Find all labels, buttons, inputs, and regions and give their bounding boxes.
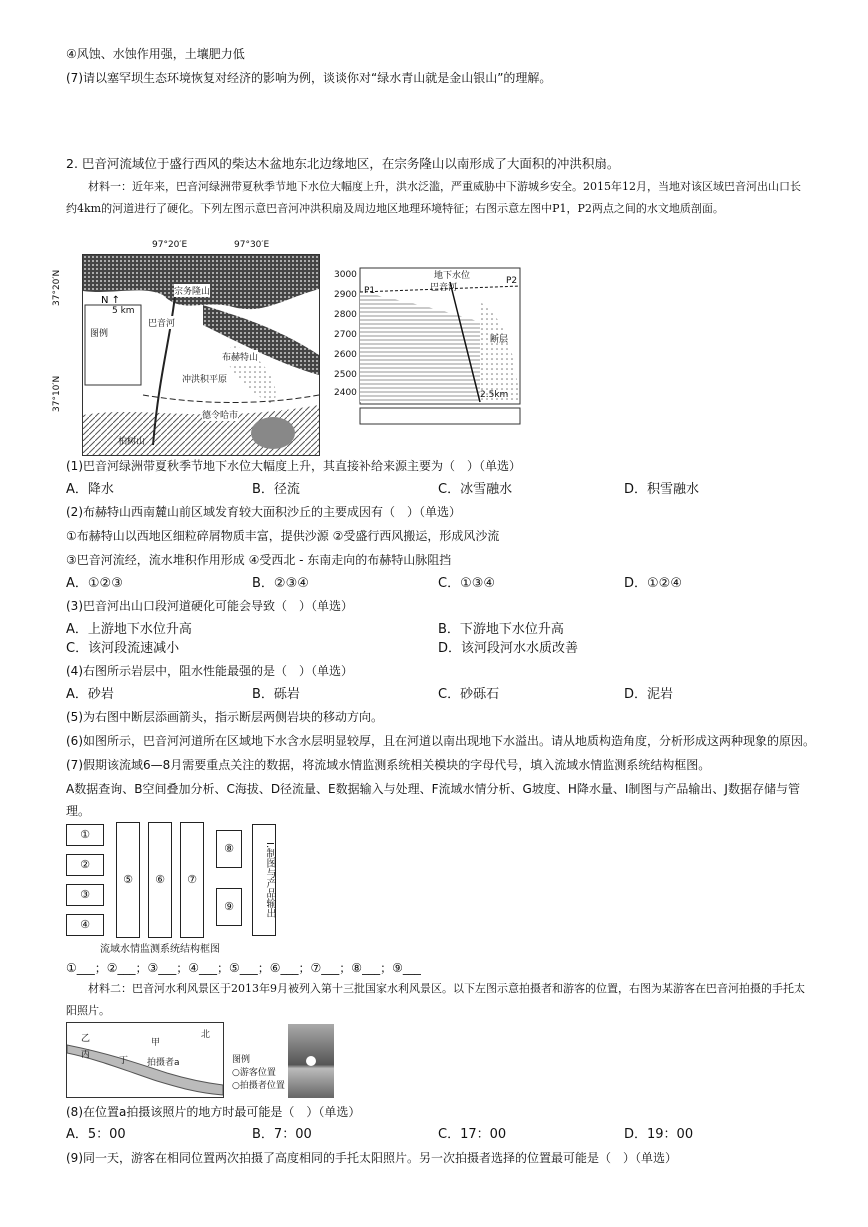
map2-legend [232,1052,290,1091]
q7-modules-2: 理。 [66,804,91,818]
q8-option-c[interactable]: C．17：00 [438,1127,507,1142]
q3-option-b[interactable]: B．下游地下水位升高 [438,622,564,637]
q2-statements-1: ①布赫特山以西地区细粒碎屑物质丰富，提供沙源 ②受盛行西风搬运，形成风沙流 [66,529,500,543]
previous-question-7: (7)请以塞罕坝生态环境恢复对经济的影响为例，谈谈你对“绿水青山就是金山银山”的理解。 [66,71,552,85]
previous-item-4: ④风蚀、水蚀作用强，土壤肥力低 [66,47,245,61]
q1-option-c[interactable]: C．冰雪融水 [438,482,513,497]
sunset-photo [288,1024,334,1098]
q2-statements-2: ③巴音河流经，流水堆积作用形成 ④受西北 - 东南走向的布赫特山脉阻挡 [66,553,452,567]
q2-text: (2)布赫特山西南麓山前区域发育较大面积沙丘的主要成因有（ ）（单选） [66,505,462,519]
profile-figure-right [330,262,526,428]
q7-modules-1: A数据查询、B空间叠加分析、C海拔、D径流量、E数据输入与处理、F流域水情分析、G坡度、H降水量、I制图与产品输出、J数据存储与管 [66,782,800,796]
profile-label-scale: 2.5km [480,390,509,400]
q3-option-c[interactable]: C．该河段流速减小 [66,641,180,656]
q4-option-b[interactable]: B．砾岩 [252,687,300,702]
y-tick-5: 2500 [334,370,357,380]
map-label-3: 柏树山 [118,437,146,447]
y-tick-4: 2600 [334,350,357,360]
q5-text: (5)为右图中断层添画箭头，指示断层两侧岩块的移动方向。 [66,710,384,724]
legend-title: 图例 [90,329,109,339]
map2-label-jia: 甲 [151,1038,161,1048]
map2-north: 北 [201,1030,211,1040]
lon-label-2: 97°30′E [234,240,270,250]
lon-label-1: 97°20′E [152,240,188,250]
lat-label-1: 37°20′N [52,269,62,306]
q4-text: (4)右图所示岩层中，阻水性能最强的是（ ）（单选） [66,664,354,678]
map-label-2: 布赫特山 [222,350,258,363]
q4-option-d[interactable]: D．泥岩 [624,687,674,702]
q2-option-a[interactable]: A．①②③ [66,576,123,591]
q8-option-d[interactable]: D．19：00 [624,1127,694,1142]
position-map [66,1022,224,1098]
sun-icon [306,1056,316,1066]
q1-option-d[interactable]: D．积雪融水 [624,482,700,497]
profile-label-fault: 断层 [490,335,509,345]
q7-text: (7)假期该流域6—8月需要重点关注的数据，将流域水情监测系统相关模块的字母代号，填入流域水情监测系统结构框图。 [66,758,711,772]
flow-middle-6: ⑥ [148,822,172,938]
q4-option-a[interactable]: A．砂岩 [66,687,114,702]
question-2-intro: 2. 巴音河流域位于盛行西风的柴达木盆地东北边缘地区，在宗务隆山以南形成了大面积的冲洪积扇。 [66,156,620,171]
legend-photographer: ○拍摄者位置 [232,1081,285,1091]
profile-label-p2: P2 [506,276,518,286]
q3-text: (3)巴音河出山口段河道硬化可能会导致（ ）（单选） [66,599,354,613]
map2-label-yi: 乙 [81,1034,91,1044]
map-label-1: 巴音河 [148,316,175,329]
map-label-4: 冲洪积平原 [182,372,227,385]
y-tick-2: 2800 [334,310,357,320]
flow-input-4: ④ [66,914,104,936]
legend-title-2: 图例 [232,1055,251,1065]
y-tick-1: 2900 [334,290,357,300]
flow-middle-5: ⑤ [116,822,140,938]
flow-middle-7: ⑦ [180,822,204,938]
q8-text: (8)在位置a拍摄该照片的地方时最可能是（ ）（单选） [66,1105,361,1119]
map2-label-ding: 丁 [119,1056,129,1066]
q9-text: (9)同一天，游客在相同位置两次拍摄了高度相同的手托太阳照片。另一次拍摄者选择的位置最可能是（ ）（单选） [66,1151,678,1165]
map-label-0: 宗务隆山 [174,284,210,297]
q3-option-d[interactable]: D．该河段河水水质改善 [438,641,579,656]
material-2: 材料二：巴音河水利风景区于2013年9月被列入第十三批国家水利风景区。以下左图示意拍摄者和游客的位置，右图为某游客在巴音河拍摄的手托太阳照片。 [66,982,805,1017]
profile-label-p1: P1 [364,286,376,296]
q1-option-b[interactable]: B．径流 [252,482,300,497]
q1-text: (1)巴音河绿洲带夏秋季节地下水位大幅度上升，其直接补给来源主要为（ ）（单选） [66,459,522,473]
map2-label-bing: 丙 [81,1050,91,1060]
q2-option-c[interactable]: C．①③④ [438,576,496,591]
map-figure-left [82,240,318,454]
map2-label-a: 拍摄者a [147,1058,180,1068]
q6-text: (6)如图所示，巴音河河道所在区域地下水含水层明显较厚，且在河道以南出现地下水溢出。请从地质构造角度，分析形成这两种现象的原因。 [66,734,816,748]
flow-right-9: ⑨ [216,888,242,926]
flow-input-3: ③ [66,884,104,906]
legend-tourist: ○游客位置 [232,1068,276,1078]
profile-label-river: 巴音河 [430,283,458,293]
flowchart-caption: 流域水情监测系统结构框图 [100,944,220,955]
flow-output: I.制图与产品输出 [252,824,276,936]
q3-option-a[interactable]: A．上游地下水位升高 [66,622,192,637]
river-sketch [67,1023,223,1097]
y-tick-3: 2700 [334,330,357,340]
flowchart [66,822,280,954]
lat-label-2: 37°10′N [52,375,62,412]
q2-option-d[interactable]: D．①②④ [624,576,682,591]
q8-option-b[interactable]: B．7：00 [252,1127,312,1142]
hydrogeologic-profile [330,262,526,428]
y-tick-6: 2400 [334,388,357,398]
y-tick-0: 3000 [334,270,357,280]
q1-option-a[interactable]: A．降水 [66,482,114,497]
q8-option-a[interactable]: A．5：00 [66,1127,126,1142]
map-label-5: 德令哈市 [202,408,238,421]
q4-option-c[interactable]: C．砂砾石 [438,687,500,702]
flow-input-1: ① [66,824,104,846]
flow-input-2: ② [66,854,104,876]
profile-label-water-table: 地下水位 [434,271,471,281]
north-arrow-icon: N ↑ [101,295,121,306]
material-1: 材料一：近年来，巴音河绿洲带夏秋季节地下水位大幅度上升，洪水泛滥，严重威胁中下游城乡安全。2015年12月，当地对该区域巴音河出山口长约4km的河道进行了硬化。下列左图示意巴音河冲洪积扇及周边地区地理环境特征；右图示意左图中P1，P2两点之间的水文地质剖面。 [66,180,801,215]
scale-label: 5 km [112,306,135,316]
q7-blanks: ①___；②___；③___；④___；⑤___；⑥___；⑦___；⑧___；⑨___ [66,961,421,975]
flow-right-8: ⑧ [216,830,242,868]
q2-option-b[interactable]: B．②③④ [252,576,309,591]
